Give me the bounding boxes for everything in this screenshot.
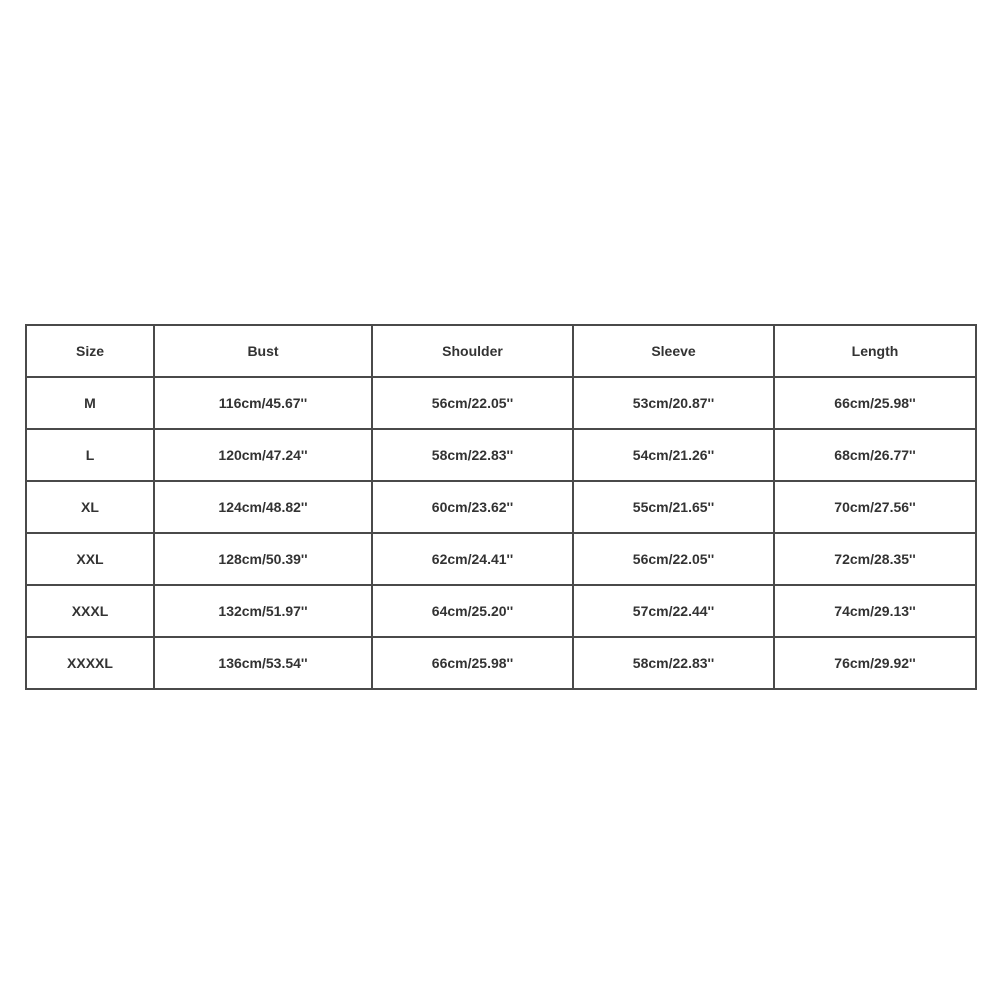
cell-bust: 132cm/51.97'': [154, 585, 372, 637]
table-header-row: [26, 325, 976, 377]
cell-length: 68cm/26.77'': [774, 429, 976, 481]
cell-size: XXXL: [26, 585, 154, 637]
cell-sleeve: 54cm/21.26'': [573, 429, 774, 481]
cell-shoulder: 62cm/24.41'': [372, 533, 573, 585]
table-row: [26, 585, 976, 637]
cell-sleeve: 57cm/22.44'': [573, 585, 774, 637]
cell-sleeve: 53cm/20.87'': [573, 377, 774, 429]
header-bust: Bust: [154, 325, 372, 377]
header-shoulder: Shoulder: [372, 325, 573, 377]
cell-size: L: [26, 429, 154, 481]
table-row: [26, 377, 976, 429]
cell-sleeve: 58cm/22.83'': [573, 637, 774, 689]
cell-shoulder: 58cm/22.83'': [372, 429, 573, 481]
cell-size: XL: [26, 481, 154, 533]
header-length: Length: [774, 325, 976, 377]
table-row: [26, 533, 976, 585]
cell-bust: 116cm/45.67'': [154, 377, 372, 429]
cell-bust: 128cm/50.39'': [154, 533, 372, 585]
cell-size: M: [26, 377, 154, 429]
cell-shoulder: 56cm/22.05'': [372, 377, 573, 429]
cell-length: 66cm/25.98'': [774, 377, 976, 429]
table-row: [26, 481, 976, 533]
cell-length: 76cm/29.92'': [774, 637, 976, 689]
header-sleeve: Sleeve: [573, 325, 774, 377]
cell-bust: 136cm/53.54'': [154, 637, 372, 689]
cell-shoulder: 66cm/25.98'': [372, 637, 573, 689]
cell-shoulder: 60cm/23.62'': [372, 481, 573, 533]
cell-bust: 120cm/47.24'': [154, 429, 372, 481]
cell-shoulder: 64cm/25.20'': [372, 585, 573, 637]
cell-size: XXXXL: [26, 637, 154, 689]
cell-sleeve: 55cm/21.65'': [573, 481, 774, 533]
table-row: [26, 429, 976, 481]
table-row: [26, 637, 976, 689]
cell-sleeve: 56cm/22.05'': [573, 533, 774, 585]
header-size: Size: [26, 325, 154, 377]
cell-bust: 124cm/48.82'': [154, 481, 372, 533]
cell-length: 72cm/28.35'': [774, 533, 976, 585]
cell-length: 70cm/27.56'': [774, 481, 976, 533]
size-chart-table: [25, 324, 977, 690]
cell-length: 74cm/29.13'': [774, 585, 976, 637]
cell-size: XXL: [26, 533, 154, 585]
